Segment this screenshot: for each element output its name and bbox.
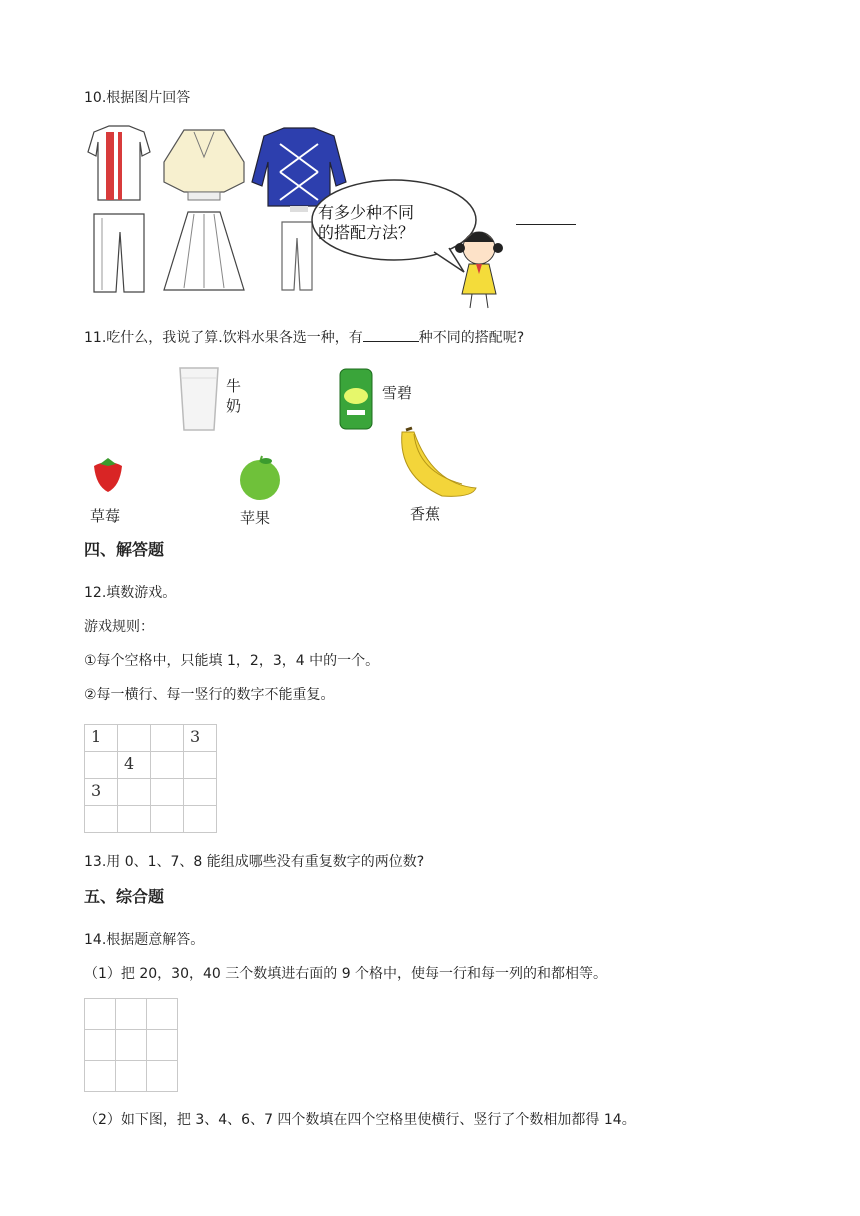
q12-number-grid [84,724,217,833]
grid-cell[interactable] [147,1030,178,1061]
q14-part-2: （2）如下图，把 3、4、6、7 四个数填在四个空格里使横行、竖行了个数相加都得 14。 [84,1112,636,1128]
skirt-icon [164,212,244,290]
q10-answer-blank[interactable] [516,210,576,225]
grid-cell[interactable] [118,725,151,752]
grid-cell[interactable]: 3 [85,779,118,806]
q12-rules-title: 游戏规则： [84,619,154,635]
drink-label-sprite: 雪碧 [382,384,413,402]
section-5-heading: 五、综合题 [84,887,165,906]
grid-cell[interactable] [184,752,217,779]
grid-cell[interactable] [85,752,118,779]
grid-cell[interactable] [151,725,184,752]
q11-text: 11.吃什么，我说了算.饮料水果各选一种，有 种不同的搭配呢? [84,327,524,348]
sprite-can-icon [337,366,375,432]
grid-cell[interactable] [151,806,184,833]
q12-title: 12.填数游戏。 [84,585,177,601]
q14-title: 14.根据题意解答。 [84,932,205,948]
drink-label-milk-1: 牛 [226,377,242,395]
grid-cell[interactable] [184,779,217,806]
q14-part-1: （1）把 20，30，40 三个数填进右面的 9 个格中，使每一行和每一列的和都相等。 [84,966,608,982]
grid-cell[interactable] [151,752,184,779]
bubble-line-1: 有多少种不同 [318,203,415,222]
grid-cell[interactable] [151,779,184,806]
fruit-label-banana: 香蕉 [410,505,441,523]
grid-cell[interactable] [184,806,217,833]
striped-shirt-icon [88,126,150,200]
grid-cell[interactable]: 4 [118,752,151,779]
grid-cell[interactable] [85,999,116,1030]
white-pants-icon [282,222,312,290]
grid-cell[interactable] [116,999,147,1030]
banana-icon [392,426,478,502]
poncho-top-icon [164,130,244,200]
section-4-heading: 四、解答题 [84,540,165,559]
grid-cell[interactable] [116,1030,147,1061]
q12-rule-1: ①每个空格中，只能填 1，2，3，4 中的一个。 [84,653,380,669]
q12-rule-2: ②每一横行、每一竖行的数字不能重复。 [84,687,335,703]
pants-icon [94,214,144,292]
grid-cell[interactable] [147,1061,178,1092]
grid-cell[interactable]: 3 [184,725,217,752]
q11-answer-blank[interactable] [363,327,419,342]
grid-cell[interactable] [147,999,178,1030]
grid-cell[interactable]: 1 [85,725,118,752]
grid-cell[interactable] [85,1061,116,1092]
grid-cell[interactable] [118,779,151,806]
grid-cell[interactable] [118,806,151,833]
fruit-label-strawberry: 草莓 [90,507,121,525]
apple-icon [236,454,284,502]
grid-cell[interactable] [85,806,118,833]
q13-text: 13.用 0、1、7、8 能组成哪些没有重复数字的两位数? [84,854,425,870]
milk-glass-icon [176,364,224,434]
q14-nine-grid [84,998,178,1092]
q10-text: 10.根据图片回答 [84,90,191,106]
fruit-label-apple: 苹果 [240,509,271,527]
bubble-line-2: 的搭配方法？ [318,223,415,242]
drink-label-milk-2: 奶 [226,397,242,415]
grid-cell[interactable] [85,1030,116,1061]
strawberry-icon [88,456,128,494]
grid-cell[interactable] [116,1061,147,1092]
